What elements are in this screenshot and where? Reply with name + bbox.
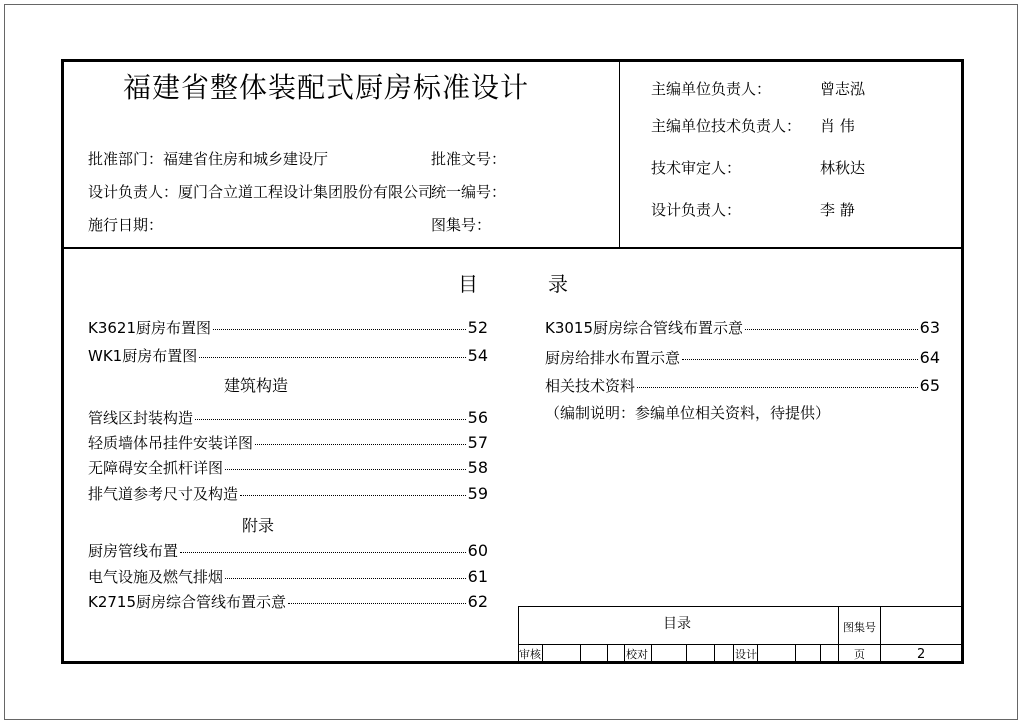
toc-entry-page: 52 [467,318,488,337]
title-block-cell-divider [820,644,821,664]
tech-reviewer-label: 技术审定人： [651,159,742,177]
toc-entry-label: 轻质墙体吊挂件安装详图 [88,434,254,452]
toc-entry[interactable] [88,594,488,610]
compilation-note: （编制说明：参编单位相关资料，待提供） [545,404,831,422]
toc-entry[interactable] [545,378,940,394]
toc-entry-page: 65 [919,376,940,395]
toc-heading-right: 录 [548,272,568,296]
header-divider [61,247,964,249]
toc-entry[interactable] [88,569,488,585]
title-block-cell-divider [624,644,625,664]
toc-entry-page: 54 [467,346,488,365]
leader-dots [225,469,466,470]
header-vertical-divider [619,59,620,248]
title-block-atlas-value-divider [880,606,881,664]
section-heading-appendix: 附录 [242,516,275,535]
toc-entry-label: WK1厨房布置图 [88,347,198,365]
leader-dots [225,578,466,579]
atlas-number: 图集号： [431,216,492,234]
design-lead-label: 设计负责人： [651,201,742,219]
title-block-cell-divider [795,644,796,664]
leader-dots [195,419,466,420]
toc-entry[interactable] [88,486,488,502]
title-block-atlas-divider [838,606,839,664]
toc-entry[interactable] [88,410,488,426]
title-block-top [518,606,964,607]
leader-dots [199,357,465,358]
toc-entry[interactable] [88,543,488,559]
toc-entry-label: 厨房给排水布置示意 [545,349,681,367]
approval-number: 批准文号： [431,150,507,168]
review-label: 审核 [519,648,541,661]
toc-entry-label: 电气设施及燃气排烟 [88,568,224,586]
title-block-row-divider [518,644,964,645]
toc-entry-page: 61 [467,567,488,586]
approval-dept: 批准部门：福建省住房和城乡建设厅 [88,150,329,168]
unified-number: 统一编号： [431,183,507,201]
title-block-atlas-label: 图集号 [843,621,876,634]
title-block-cell-divider [686,644,687,664]
title-block-cell-divider [607,644,608,664]
check-label: 校对 [626,648,648,661]
chief-unit-lead-label: 主编单位负责人： [651,80,772,98]
toc-entry-page: 60 [467,541,488,560]
design-lead-org: 设计负责人：厦门合立道工程设计集团股份有限公司 [88,183,434,201]
chief-unit-lead-name: 曾志泓 [820,80,866,98]
toc-entry-page: 59 [467,484,488,503]
leader-dots [213,329,466,330]
toc-entry-label: 排气道参考尺寸及构造 [88,485,239,503]
leader-dots [180,552,466,553]
leader-dots [682,359,918,360]
toc-entry-label: 相关技术资料 [545,377,636,395]
leader-dots [745,329,918,330]
title-block-cell-divider [714,644,715,664]
title-block-name: 目录 [663,616,691,632]
toc-entry-label: K3621厨房布置图 [88,319,212,337]
design-lead-name: 李 静 [820,201,855,219]
effective-date: 施行日期： [88,216,164,234]
section-heading-construction: 建筑构造 [224,376,289,395]
toc-heading-left: 目 [458,272,478,296]
toc-entry[interactable] [88,460,488,476]
leader-dots [637,387,918,388]
page-label: 页 [854,648,865,661]
chief-unit-tech-lead-label: 主编单位技术负责人： [651,117,802,135]
design-label: 设计 [735,648,757,661]
title-block-cell-divider [651,644,652,664]
toc-entry[interactable] [88,320,488,336]
toc-entry-page: 64 [919,348,940,367]
chief-unit-tech-lead-name: 肖 伟 [820,117,855,135]
toc-entry-page: 57 [467,433,488,452]
toc-entry-label: K2715厨房综合管线布置示意 [88,593,287,611]
leader-dots [255,444,466,445]
toc-entry[interactable] [545,350,940,366]
tech-reviewer-name: 林秋达 [820,159,866,177]
toc-entry-page: 63 [919,318,940,337]
title-block-cell-divider [580,644,581,664]
toc-entry[interactable] [88,348,488,364]
leader-dots [240,495,466,496]
title-block-cell-divider [757,644,758,664]
toc-entry[interactable] [88,435,488,451]
title-block-cell-divider [542,644,543,664]
toc-entry-label: 无障碍安全抓杆详图 [88,459,224,477]
toc-entry-page: 62 [467,592,488,611]
title-block-cell-divider [733,644,734,664]
toc-entry-page: 56 [467,408,488,427]
toc-entry-page: 58 [467,458,488,477]
toc-entry-label: 管线区封装构造 [88,409,194,427]
toc-entry-label: 厨房管线布置 [88,542,179,560]
page-value: 2 [917,647,926,662]
document-title: 福建省整体装配式厨房标准设计 [123,71,530,104]
toc-entry-label: K3015厨房综合管线布置示意 [545,319,744,337]
leader-dots [288,603,466,604]
toc-entry[interactable] [545,320,940,336]
